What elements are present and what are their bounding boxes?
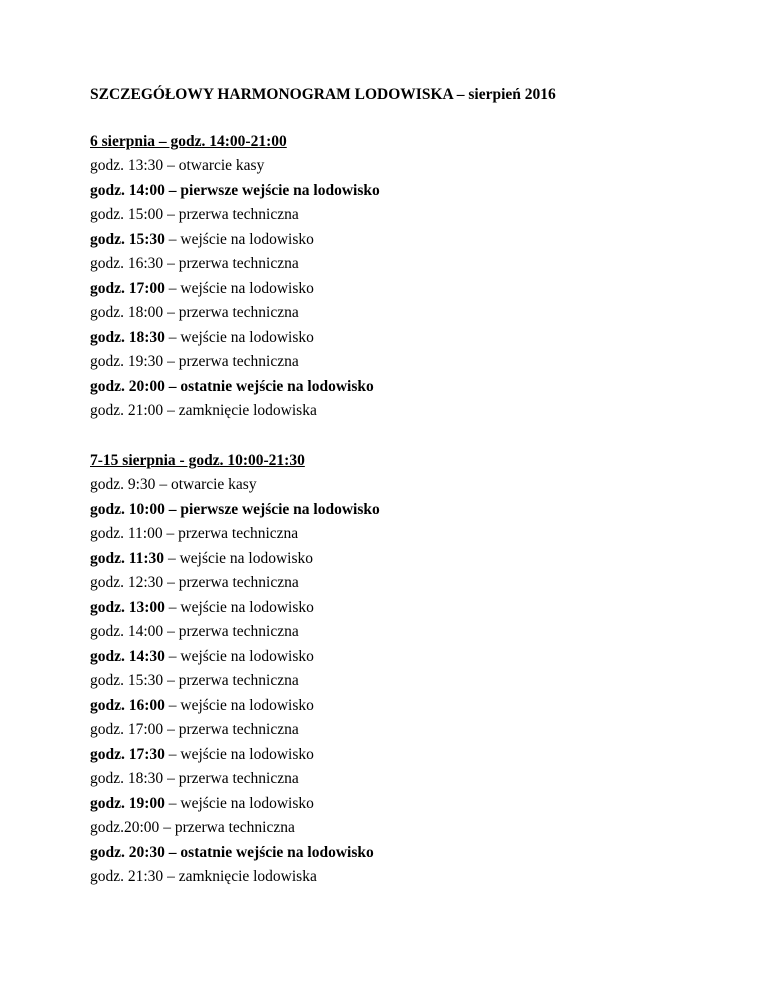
schedule-entry [90,599,380,624]
entry-description: – przerwa techniczna [163,672,299,689]
entry-time: godz. 10:00 [90,500,165,518]
entry-description: – przerwa techniczna [163,353,299,370]
entry-description: – wejście na lodowisko [164,745,314,763]
entry-time: godz. 14:30 [90,647,165,665]
schedule-entry [90,476,380,501]
entry-time: godz. 15:00 [90,206,164,223]
entry-description: – otwarcie kasy [155,476,257,493]
schedule-entry [90,868,380,893]
entry-time: godz. 17:30 [90,745,165,763]
schedule-entry [90,329,380,354]
schedule-entry [90,574,380,599]
entry-description: – zamknięcie lodowiska [163,868,317,885]
entry-time: godz. 13:30 [90,157,164,174]
entry-time: godz. 20:00 [90,377,165,395]
schedule-entry [90,280,380,305]
entry-description: – przerwa techniczna [159,819,295,836]
entry-description: – zamknięcie lodowiska [163,402,317,419]
schedule-entry [90,795,380,820]
schedule-section-aug-7-15 [90,452,380,893]
entry-time: godz. 18:30 [90,770,164,787]
entry-time: godz. 16:00 [90,696,165,714]
entry-description: – przerwa techniczna [163,721,299,738]
schedule-entry [90,623,380,648]
entry-description: – wejście na lodowisko [164,696,314,714]
schedule-entry [90,255,380,280]
section-heading: 7-15 sierpnia - godz. 10:00-21:30 [90,452,305,469]
entry-time: godz. 19:30 [90,353,164,370]
entry-description: – wejście na lodowisko [164,279,314,297]
entry-time: godz. 17:00 [90,721,164,738]
entry-time: godz. 9:30 [90,476,156,493]
entry-description: – wejście na lodowisko [164,794,314,812]
schedule-entry [90,525,380,550]
schedule-section-aug-6 [90,133,380,427]
entry-description: – przerwa techniczna [163,255,299,272]
schedule-entry [90,672,380,697]
entry-time: godz. 17:00 [90,279,165,297]
entry-time: godz. 11:00 [90,525,163,542]
schedule-entry [90,550,380,575]
entry-time: godz. 21:30 [90,868,164,885]
entry-time: godz. 15:30 [90,230,165,248]
entry-description: – przerwa techniczna [163,206,299,223]
entry-time: godz. 20:30 [90,843,165,861]
entry-time: godz. 18:30 [90,328,165,346]
schedule-entry [90,648,380,673]
schedule-entry [90,844,380,869]
entry-description: – pierwsze wejście na lodowisko [164,500,380,518]
schedule-entry [90,402,380,427]
entry-description: – przerwa techniczna [163,770,299,787]
schedule-entry [90,304,380,329]
schedule-list [90,157,380,427]
entry-time: godz. 12:30 [90,574,164,591]
schedule-entry [90,378,380,403]
entry-time: godz. 14:00 [90,623,164,640]
entry-description: – wejście na lodowisko [164,598,314,616]
section-heading: 6 sierpnia – godz. 14:00-21:00 [90,133,287,150]
entry-description: – ostatnie wejście na lodowisko [164,843,374,861]
document-title: SZCZEGÓŁOWY HARMONOGRAM LODOWISKA – sierpień 2016 [90,86,556,103]
schedule-entry [90,206,380,231]
entry-time: godz. 15:30 [90,672,164,689]
entry-description: – przerwa techniczna [163,623,299,640]
schedule-entry [90,819,380,844]
entry-description: – przerwa techniczna [163,304,299,321]
entry-description: – otwarcie kasy [163,157,265,174]
entry-description: – przerwa techniczna [163,574,299,591]
schedule-entry [90,770,380,795]
entry-time: godz.20:00 [90,819,160,836]
entry-description: – pierwsze wejście na lodowisko [164,181,380,199]
entry-time: godz. 16:30 [90,255,164,272]
entry-description: – wejście na lodowisko [164,230,314,248]
entry-description: – wejście na lodowisko [164,549,314,567]
entry-description: – ostatnie wejście na lodowisko [164,377,374,395]
schedule-entry [90,746,380,771]
entry-time: godz. 14:00 [90,181,165,199]
entry-time: godz. 13:00 [90,598,165,616]
entry-description: – przerwa techniczna [162,525,299,542]
schedule-entry [90,231,380,256]
schedule-entry [90,157,380,182]
entry-time: godz. 21:00 [90,402,164,419]
entry-time: godz. 11:30 [90,549,165,567]
schedule-entry [90,353,380,378]
entry-time: godz. 18:00 [90,304,164,321]
entry-time: godz. 19:00 [90,794,165,812]
schedule-entry [90,697,380,722]
entry-description: – wejście na lodowisko [164,647,314,665]
entry-description: – wejście na lodowisko [164,328,314,346]
schedule-entry [90,721,380,746]
schedule-entry [90,501,380,526]
schedule-entry [90,182,380,207]
schedule-list [90,476,380,893]
